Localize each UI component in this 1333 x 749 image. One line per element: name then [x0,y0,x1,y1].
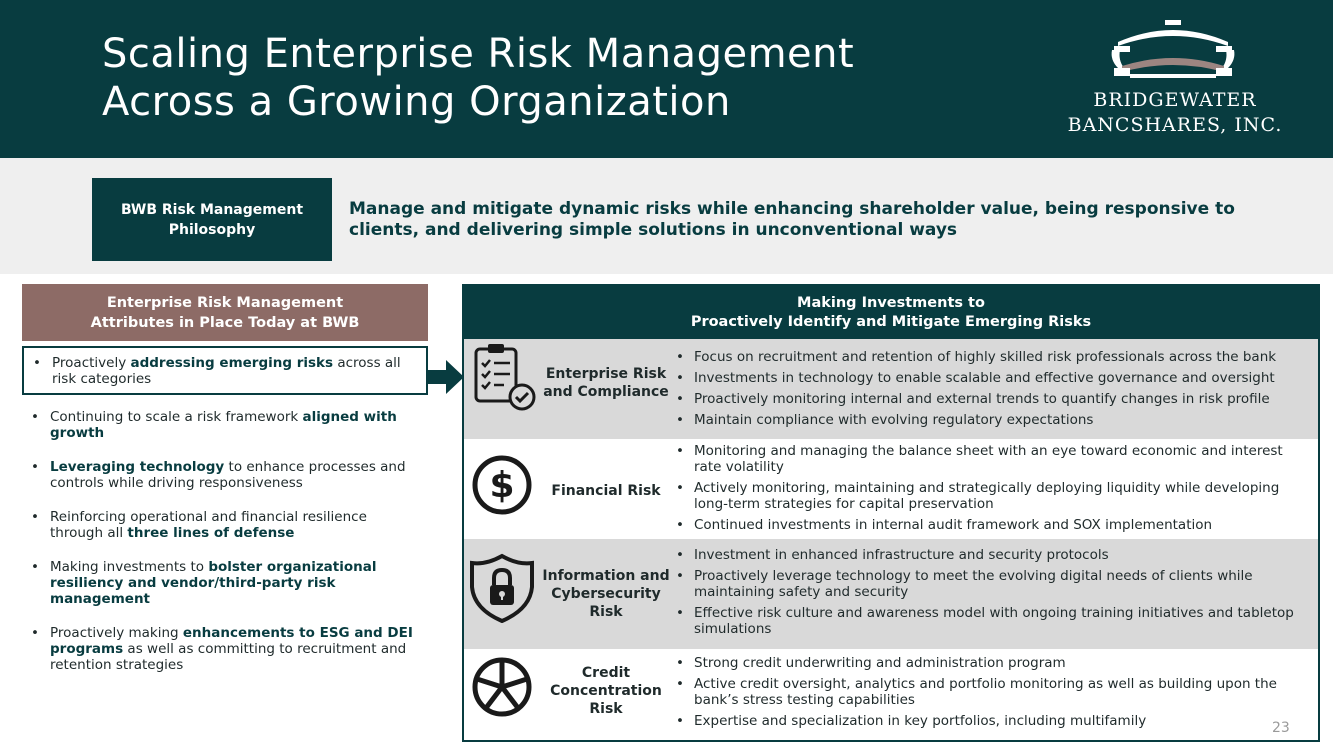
investments-heading-line-1: Making Investments to [797,294,985,311]
risk-bullet: • Strong credit underwriting and administration program [670,655,1310,671]
risk-bullet: • Investments in technology to enable scalable and effective governance and oversight [670,370,1310,386]
risk-bullet: • Effective risk culture and awareness model with ongoing training initiatives and tabletop simulations [670,605,1310,637]
logo-wordmark [1050,88,1300,138]
title-line-2: Across a Growing Organization [102,79,731,125]
risk-category-label: Credit Concentration Risk [550,665,662,717]
right-arrow-icon [428,360,464,394]
investments-table [462,284,1320,742]
slide-title [102,30,1002,126]
slide-header [0,0,1333,158]
risk-bullet: • Focus on recruitment and retention of highly skilled risk professionals across the bank [670,349,1310,365]
attributes-list [22,346,428,691]
risk-bullet: • Continued investments in internal audit framework and SOX implementation [670,517,1310,533]
risk-bullets [670,349,1310,433]
title-line-1: Scaling Enterprise Risk Management [102,31,855,77]
risk-bullets [670,655,1310,734]
risk-bullet: • Proactively monitoring internal and external trends to quantify changes in risk profile [670,391,1310,407]
shield-lock-icon [470,553,540,623]
risk-category-label: Information and Cybersecurity Risk [542,568,670,620]
attribute-item: • Making investments to bolster organizational resiliency and vendor/third-party risk management [22,559,428,607]
philosophy-label-line-1: BWB Risk Management [120,201,304,218]
investments-heading-line-2: Proactively Identify and Mitigate Emerging Risks [690,313,1092,330]
attribute-item: • Leveraging technology to enhance processes and controls while driving responsiveness [22,459,428,491]
risk-bullet: • Expertise and specialization in key portfolios, including multifamily [670,713,1310,729]
philosophy-label [92,178,332,261]
risk-category-label: Financial Risk [551,483,661,499]
risk-bullets [670,443,1310,538]
attribute-item: • Reinforcing operational and financial resilience through all three lines of defense [22,509,428,541]
pie-chart-icon [470,655,540,725]
logo-line-2: BANCSHARES, INC. [1067,114,1283,136]
company-logo [1050,16,1300,146]
risk-row-credit [464,649,1318,740]
risk-row-financial [464,439,1318,539]
logo-line-1: BRIDGEWATER [1093,89,1257,111]
attribute-item: • Proactively making enhancements to ESG and DEI programs as well as committing to recruitment and retention strategies [22,625,428,673]
attributes-heading-line-2: Attributes in Place Today at BWB [90,314,360,331]
philosophy-statement: Manage and mitigate dynamic risks while enhancing shareholder value, being responsive to clients, and delivering simple solutions in unconventional ways [349,199,1235,240]
risk-bullet: • Actively monitoring, maintaining and strategically deploying liquidity while developing long-term strategies for capital preservation [670,480,1310,512]
risk-bullet: • Active credit oversight, analytics and portfolio monitoring as well as building upon the bank’s stress testing capabilities [670,676,1310,708]
risk-row-cybersecurity [464,539,1318,649]
svg-text:$: $ [489,465,515,506]
attribute-item: • Continuing to scale a risk framework aligned with growth [22,409,428,441]
dollar-icon [470,453,540,523]
attribute-item: • Proactively addressing emerging risks across all risk categories [22,346,428,395]
philosophy-label-line-2: Philosophy [168,221,256,238]
page-number: 23 [1272,720,1290,736]
risk-bullet: • Monitoring and managing the balance sheet with an eye toward economic and interest rate volatility [670,443,1310,475]
attributes-heading-line-1: Enterprise Risk Management [106,294,344,311]
risk-bullets [670,547,1310,642]
investments-heading [464,286,1318,339]
risk-bullet: • Proactively leverage technology to meet the evolving digital needs of clients while maintaining safety and security [670,568,1310,600]
checklist-icon [470,341,540,411]
risk-category-label: Enterprise Risk and Compliance [543,366,669,400]
risk-bullet: • Investment in enhanced infrastructure and security protocols [670,547,1310,563]
risk-row-enterprise [464,339,1318,439]
bridge-logo-icon [1110,16,1236,82]
attributes-heading [22,284,428,341]
risk-bullet: • Maintain compliance with evolving regulatory expectations [670,412,1310,428]
